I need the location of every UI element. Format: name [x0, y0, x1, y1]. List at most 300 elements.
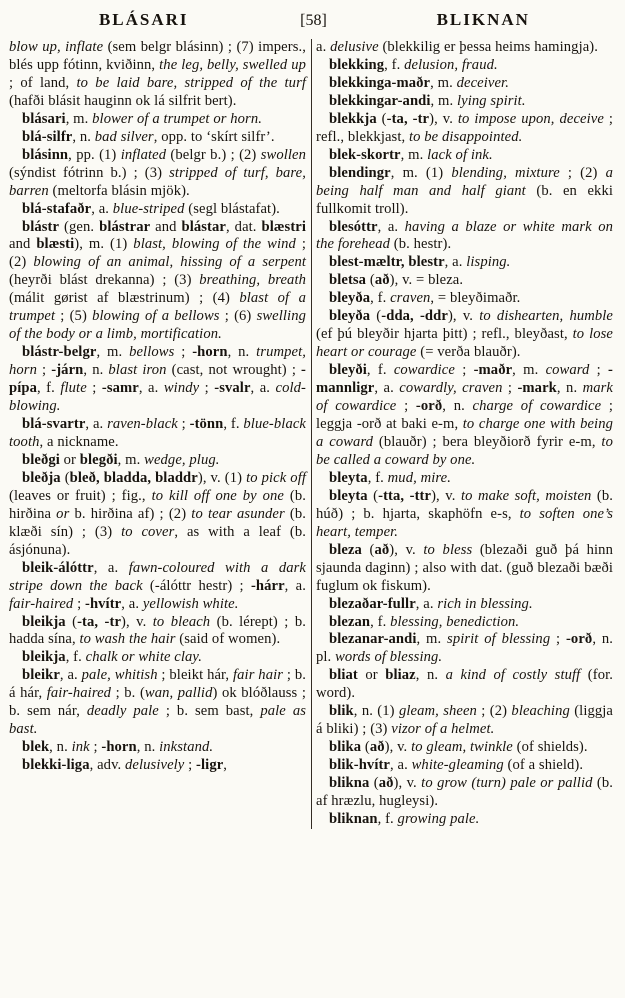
headword: blekking	[329, 56, 385, 73]
running-header	[9, 10, 618, 30]
headword: bleyta	[329, 487, 368, 504]
plain-text: or	[59, 451, 80, 468]
plain-text: (= verða blauðr).	[416, 344, 521, 361]
plain-text: (b. hirðina	[9, 487, 307, 522]
plain-text: , a.	[284, 577, 306, 594]
dictionary-entry	[316, 596, 613, 614]
plain-text: , a.	[121, 595, 143, 612]
dictionary-entry	[316, 111, 613, 147]
gloss-text: trumpet, horn	[9, 344, 307, 379]
headword: bletsa	[329, 272, 367, 289]
plain-text: (liggja á bliki) ; (3)	[316, 703, 614, 738]
dictionary-entry	[9, 452, 306, 470]
gloss-text: blowing of an animal, hissing of a serpent	[33, 254, 306, 271]
headword: -svalr	[214, 380, 251, 397]
plain-text: b. hirðina af) ; (2)	[69, 505, 192, 522]
gloss-text: the leg, belly, swelled up	[159, 56, 307, 73]
plain-text: ;	[589, 362, 609, 379]
gloss-text: pale, whitish	[81, 667, 158, 684]
header-right-word: BLIKNAN	[436, 10, 530, 29]
plain-text: , = bleyðimaðr.	[430, 290, 521, 307]
plain-text: , a.	[93, 559, 129, 576]
page-number: [58]	[300, 12, 327, 29]
plain-text: , f.	[367, 469, 388, 486]
plain-text: (málit gørist af blæstrinum) ; (4)	[9, 290, 240, 307]
gloss-text: deadly pale	[86, 703, 159, 720]
gloss-text: lisping.	[466, 254, 511, 271]
plain-text: , n.	[227, 344, 257, 361]
gloss-text: blow up, inflate	[9, 39, 104, 55]
gloss-text: ink	[71, 739, 90, 756]
gloss-text: bad silver	[94, 128, 154, 145]
plain-text: , dat.	[225, 218, 262, 235]
headword: blástrar	[99, 218, 151, 235]
plain-text: (blezaði guð þá hinn sjaunda daginn) ; also with dat. (guð blezaði bæði fuglum ok fiskum).	[316, 541, 613, 594]
gloss-text: to gleam, twinkle	[411, 739, 513, 756]
headword: að	[374, 272, 390, 289]
gloss-text: fair-haired	[9, 595, 74, 612]
plain-text: , n.	[415, 667, 446, 684]
plain-text: (heyrði blást drekanna) ; (3)	[9, 272, 200, 289]
gloss-text: to wash the hair	[79, 631, 176, 648]
plain-text: (	[361, 541, 375, 558]
plain-text: (b. af hræzlu, hugleysi).	[316, 775, 613, 810]
dictionary-entry	[316, 775, 613, 811]
dictionary-entry	[316, 811, 613, 829]
gloss-text: wan, pallid	[144, 685, 213, 702]
headword: blástar	[181, 218, 226, 235]
headword: blásari	[22, 110, 66, 127]
gloss-text: swollen	[260, 146, 306, 163]
gloss-text: to be called a coward by one.	[316, 433, 613, 468]
headword: blekkinga-maðr	[329, 74, 431, 91]
gloss-text: inflated	[120, 146, 167, 163]
headword: bleyði	[329, 362, 367, 379]
gloss-text: to impose upon, deceive	[457, 110, 604, 127]
dictionary-entry	[9, 739, 306, 757]
plain-text: , m.	[430, 92, 457, 109]
plain-text: , n. pl.	[316, 631, 613, 666]
plain-text: ), v.	[389, 541, 424, 558]
plain-text: (gen.	[59, 218, 100, 235]
plain-text: and	[150, 218, 182, 235]
gloss-text: lack of ink.	[427, 146, 493, 163]
plain-text: (of shields).	[512, 739, 588, 756]
dictionary-entry	[316, 57, 613, 75]
plain-text: ; b. á hár,	[9, 667, 306, 702]
plain-text: ;	[73, 595, 85, 612]
gloss-text: having a blaze or white mark on the forehead	[316, 218, 613, 253]
gloss-text: white-gleaming	[411, 757, 504, 774]
plain-text: , m.	[430, 74, 457, 91]
gloss-text: cowardly, craven	[399, 380, 503, 397]
gloss-text: to make soft, moisten	[460, 487, 592, 504]
headword: blezanar-andi	[329, 631, 417, 648]
gloss-text: breathing, breath	[199, 272, 307, 289]
plain-text: ; (2)	[9, 236, 307, 271]
headword: -horn	[192, 344, 228, 361]
gloss-text: flute	[60, 380, 87, 397]
plain-text: , m.	[117, 451, 145, 468]
plain-text: (ef þú bleyðir hjarta þitt) ; refl., bleyðast,	[316, 326, 573, 343]
gloss-text: blessing, benediction.	[390, 613, 520, 630]
plain-text: (for. word).	[316, 667, 614, 702]
headword: -orð	[565, 631, 593, 648]
plain-text: ; bleikt hár,	[157, 667, 233, 684]
gloss-text: words of blessing.	[335, 649, 443, 666]
headword: blika	[329, 739, 362, 756]
column-divider-rule	[311, 39, 312, 829]
plain-text: or	[357, 667, 386, 684]
headword: -hárr	[250, 577, 285, 594]
plain-text: a.	[316, 39, 331, 55]
headword: bleyða	[329, 308, 371, 325]
dictionary-entry	[316, 362, 613, 470]
gloss-text: vizor of a helmet.	[391, 721, 495, 738]
plain-text: , f.	[377, 810, 398, 827]
headword: -samr	[101, 380, 139, 397]
plain-text: (meltorfa blásin mjök).	[48, 182, 190, 199]
plain-text: , a.	[85, 416, 108, 433]
headword: bleza	[329, 541, 362, 558]
plain-text: , a.	[415, 595, 438, 612]
plain-text: (b. klæði sín) ; (3)	[9, 505, 306, 540]
headword: -mannligr	[316, 362, 613, 397]
dictionary-entry	[316, 165, 613, 219]
gloss-text: cold-blowing.	[9, 380, 307, 415]
plain-text: ,	[223, 757, 228, 774]
gloss-text: blue-black tooth	[9, 416, 306, 450]
plain-text: (b. húð) ; b. hjarta, skaphöfn e-s,	[316, 487, 613, 522]
headword: -tta, -ttr	[378, 487, 432, 504]
headword: bleikr	[22, 667, 60, 684]
plain-text: ;	[550, 631, 566, 648]
dictionary-entry	[316, 290, 613, 308]
headword: bleðgi	[22, 451, 60, 468]
plain-text: ; (2)	[559, 164, 606, 181]
plain-text: (	[376, 110, 387, 127]
text-columns	[9, 39, 618, 829]
headword: blezaðar-fullr	[329, 595, 416, 612]
plain-text: , a.	[138, 380, 164, 397]
dictionary-entry	[316, 147, 613, 165]
plain-text: ; (5)	[55, 308, 93, 325]
headword: -hvítr	[84, 595, 122, 612]
headword: blik-hvítr	[329, 757, 391, 774]
headword: -ligr	[196, 757, 224, 774]
dictionary-entry	[9, 39, 306, 111]
plain-text: ;	[502, 380, 518, 397]
plain-text: , n.	[556, 380, 583, 397]
headword: blest-mæltr, blestr	[329, 254, 445, 271]
plain-text: ), v.	[393, 775, 422, 792]
dictionary-entry	[316, 703, 613, 739]
gloss-text: blue-striped	[112, 200, 185, 217]
gloss-text: gleam, sheen	[398, 703, 477, 720]
plain-text: ; leggja -orð at baki e-m,	[316, 398, 614, 433]
plain-text: , a.	[91, 200, 113, 217]
plain-text: , f.	[36, 380, 61, 397]
plain-text: (-álóttr hestr) ;	[142, 577, 251, 594]
gloss-text: fair-haired	[46, 685, 112, 702]
headword: -pípa	[9, 362, 307, 397]
plain-text: ; b. sem bast,	[158, 703, 261, 720]
headword: blik	[329, 703, 354, 720]
dictionary-entry	[316, 631, 613, 667]
plain-text: , f.	[370, 290, 391, 307]
gloss-text: to dishearten, humble	[479, 308, 614, 325]
dictionary-entry	[316, 254, 613, 272]
dictionary-entry	[316, 39, 613, 57]
headword: blek-skortr	[329, 146, 401, 163]
plain-text: , f.	[65, 649, 86, 666]
headword: -dda, -ddr	[381, 308, 448, 325]
right-column	[316, 39, 613, 829]
gloss-text: yellowish white.	[142, 595, 239, 612]
dictionary-entry	[316, 219, 613, 255]
plain-text: , m. (1)	[390, 164, 452, 181]
plain-text: (leaves or fruit) ; fig.,	[9, 487, 152, 504]
plain-text: , pp. (1)	[68, 146, 121, 163]
headword: blikna	[329, 775, 370, 792]
headword: bleik-álóttr	[22, 559, 94, 576]
dictionary-entry	[9, 111, 306, 129]
headword: að	[378, 775, 394, 792]
gloss-text: to cover	[121, 523, 175, 540]
headword: bleyta	[329, 469, 368, 486]
plain-text: (	[370, 308, 382, 325]
gloss-text: blast, blowing of the wind	[133, 236, 296, 253]
headword: blæsti	[36, 236, 75, 253]
gloss-text: to kill off one by one	[151, 487, 285, 504]
dictionary-entry	[316, 614, 613, 632]
plain-text: , a.	[250, 380, 276, 397]
headword: blezan	[329, 613, 371, 630]
plain-text: , as with a leaf (b. ásjónuna).	[9, 523, 306, 558]
headword: bleð, bladda, bladdr	[69, 469, 198, 486]
gloss-text: deceiver.	[456, 74, 509, 91]
gloss-text: to tear asunder	[191, 505, 285, 522]
gloss-text: delusively	[125, 757, 185, 774]
plain-text: ;	[396, 398, 416, 415]
dictionary-entry	[316, 470, 613, 488]
gloss-text: cowardice	[393, 362, 455, 379]
gloss-text: a being half man and half giant	[316, 164, 613, 199]
gloss-text: blending, mixture	[451, 164, 560, 181]
gloss-text: stripped of turf, bare, barren	[9, 164, 306, 199]
dictionary-entry	[316, 488, 613, 542]
headword: bliknan	[329, 810, 378, 827]
headword: blekkingar-andi	[329, 92, 431, 109]
plain-text: ; of land,	[9, 74, 77, 91]
headword: -orð	[415, 398, 443, 415]
plain-text: and	[9, 236, 37, 253]
plain-text: ;	[86, 380, 102, 397]
headword: -ta, -tr	[77, 613, 122, 630]
plain-text: (of a shield).	[503, 757, 584, 774]
plain-text: , n.	[72, 128, 95, 145]
plain-text: (	[369, 775, 379, 792]
plain-text: ), v. (1)	[197, 469, 247, 486]
gloss-text: delusion, fraud.	[404, 56, 498, 73]
dictionary-entry	[316, 667, 613, 703]
dictionary-entry	[9, 219, 306, 345]
headword: blá-svartr	[22, 416, 86, 433]
headword: blástr-belgr	[22, 344, 97, 361]
plain-text: (b. lérept) ; b. hadda sína,	[9, 613, 306, 648]
gloss-text: fawn-coloured with a dark stripe down the back	[9, 559, 306, 594]
headword: blá-silfr	[22, 128, 73, 145]
plain-text: (	[361, 739, 370, 756]
header-left-word: BLÁSARI	[98, 10, 189, 29]
gloss-text: inkstand.	[159, 739, 214, 756]
gloss-text: mark of cowardice	[316, 380, 613, 415]
plain-text: , a.	[390, 757, 412, 774]
plain-text: ), v.	[431, 487, 461, 504]
plain-text: , f.	[366, 362, 394, 379]
plain-text: ;	[36, 362, 52, 379]
dictionary-entry	[316, 308, 613, 362]
plain-text: ; b. (	[111, 685, 145, 702]
plain-text: , f.	[370, 613, 391, 630]
gloss-text: raven-black	[107, 416, 178, 433]
plain-text: , m.	[65, 110, 93, 127]
dictionary-entry	[9, 667, 306, 739]
headword: bliat	[329, 667, 358, 684]
gloss-text: fair hair	[233, 667, 284, 684]
headword: bleikja	[22, 649, 66, 666]
plain-text: (	[60, 469, 70, 486]
dictionary-entry	[316, 272, 613, 290]
gloss-text: bleaching	[511, 703, 570, 720]
headword: blá-stafaðr	[22, 200, 92, 217]
plain-text: , a nickname.	[39, 433, 119, 450]
gloss-text: coward	[545, 362, 590, 379]
plain-text: ), v. = bleza.	[389, 272, 464, 289]
headword: bleðja	[22, 469, 61, 486]
gloss-text: to be laid bare, stripped of the turf	[76, 74, 306, 91]
dictionary-entry	[316, 93, 613, 111]
gloss-text: to bless	[423, 541, 473, 558]
plain-text: (blauðr) ; bera bleyðiorð fyrir e-m,	[373, 433, 602, 450]
gloss-text: or	[56, 505, 70, 522]
plain-text: (said of women).	[175, 631, 281, 648]
plain-text: ;	[199, 380, 215, 397]
plain-text: , a.	[377, 218, 405, 235]
plain-text: , opp. to ‘skírt silfr’.	[153, 128, 275, 145]
plain-text: ; (6)	[219, 308, 257, 325]
plain-text: ;	[89, 739, 102, 756]
gloss-text: craven	[390, 290, 431, 307]
plain-text: , m.	[400, 146, 428, 163]
plain-text: (	[65, 613, 78, 630]
dictionary-entry	[9, 129, 306, 147]
dictionary-entry	[9, 614, 306, 650]
gloss-text: charge of cowardice	[472, 398, 602, 415]
headword: blekki-liga	[22, 757, 90, 774]
dictionary-entry	[9, 560, 306, 614]
dictionary-entry	[316, 757, 613, 775]
headword: blegði	[79, 451, 118, 468]
headword: -ta, -tr	[386, 110, 430, 127]
headword: -mark	[517, 380, 557, 397]
headword: blástr	[22, 218, 60, 235]
dictionary-entry	[316, 542, 613, 596]
headword: bleyða	[329, 290, 371, 307]
headword: bleikja	[22, 613, 66, 630]
dictionary-entry	[9, 416, 306, 452]
plain-text: , n.	[49, 739, 72, 756]
plain-text: (cast, not wrought) ;	[166, 362, 302, 379]
gloss-text: to charge one with being a coward	[316, 416, 613, 450]
gloss-text: wedge, plug.	[144, 451, 220, 468]
gloss-text: windy	[163, 380, 200, 397]
headword: -horn	[101, 739, 137, 756]
plain-text: , n.	[442, 398, 473, 415]
plain-text: (sýndist fótrinn b.) ; (3)	[9, 164, 170, 181]
gloss-text: chalk or white clay.	[85, 649, 202, 666]
plain-text: (hafði blásit hauginn ok lá silfrit bert).	[9, 92, 237, 109]
gloss-text: swelling of the body or a limb, mortification.	[9, 308, 307, 343]
dictionary-entry	[9, 649, 306, 667]
plain-text: (blekkilig er þessa heims hamingja).	[378, 39, 599, 55]
gloss-text: to pick off	[246, 469, 307, 486]
plain-text: ;	[454, 362, 474, 379]
plain-text: , n.	[83, 362, 109, 379]
plain-text: , f.	[223, 416, 244, 433]
gloss-text: rich in blessing.	[437, 595, 533, 612]
gloss-text: to be disappointed.	[408, 128, 523, 145]
dictionary-entry	[9, 470, 306, 560]
gloss-text: blowing of a bellows	[92, 308, 220, 325]
plain-text: ), v.	[447, 308, 480, 325]
plain-text: , f.	[384, 56, 405, 73]
gloss-text: to soften one’s heart, temper.	[316, 505, 613, 540]
dictionary-entry	[316, 739, 613, 757]
dictionary-entry	[316, 75, 613, 93]
plain-text: ), v.	[121, 613, 153, 630]
plain-text: (b. hestr).	[390, 236, 452, 253]
plain-text: ;	[177, 416, 190, 433]
plain-text: , m.	[512, 362, 546, 379]
headword: blæstri	[261, 218, 307, 235]
plain-text: (belgr b.) ; (2)	[166, 146, 261, 163]
plain-text: ; refl., blekkjast,	[316, 110, 613, 145]
dictionary-entry	[9, 344, 306, 416]
gloss-text: blast of a trumpet	[9, 290, 306, 325]
plain-text: , n. (1)	[353, 703, 399, 720]
gloss-text: bellows	[129, 344, 175, 361]
plain-text: ;	[174, 344, 193, 361]
headword: -tönn	[189, 416, 224, 433]
dictionary-entry	[9, 147, 306, 201]
gloss-text: blast iron	[108, 362, 167, 379]
plain-text: , a.	[59, 667, 82, 684]
gloss-text: delusive	[330, 39, 379, 55]
plain-text: (b. en ekki fullkomit troll).	[316, 182, 613, 217]
headword: -maðr	[473, 362, 513, 379]
plain-text: , a.	[444, 254, 467, 271]
gloss-text: mud, mire.	[387, 469, 451, 486]
plain-text: (sem belgr blásinn) ; (7) impers., blés upp fótinn, kviðinn,	[9, 39, 307, 73]
gloss-text: to bleach	[152, 613, 211, 630]
plain-text: ), v.	[384, 739, 412, 756]
plain-text: , m.	[96, 344, 130, 361]
headword: að	[374, 541, 390, 558]
plain-text: ;	[184, 757, 197, 774]
gloss-text: pale as bast.	[9, 703, 307, 738]
plain-text: ; (2)	[476, 703, 512, 720]
